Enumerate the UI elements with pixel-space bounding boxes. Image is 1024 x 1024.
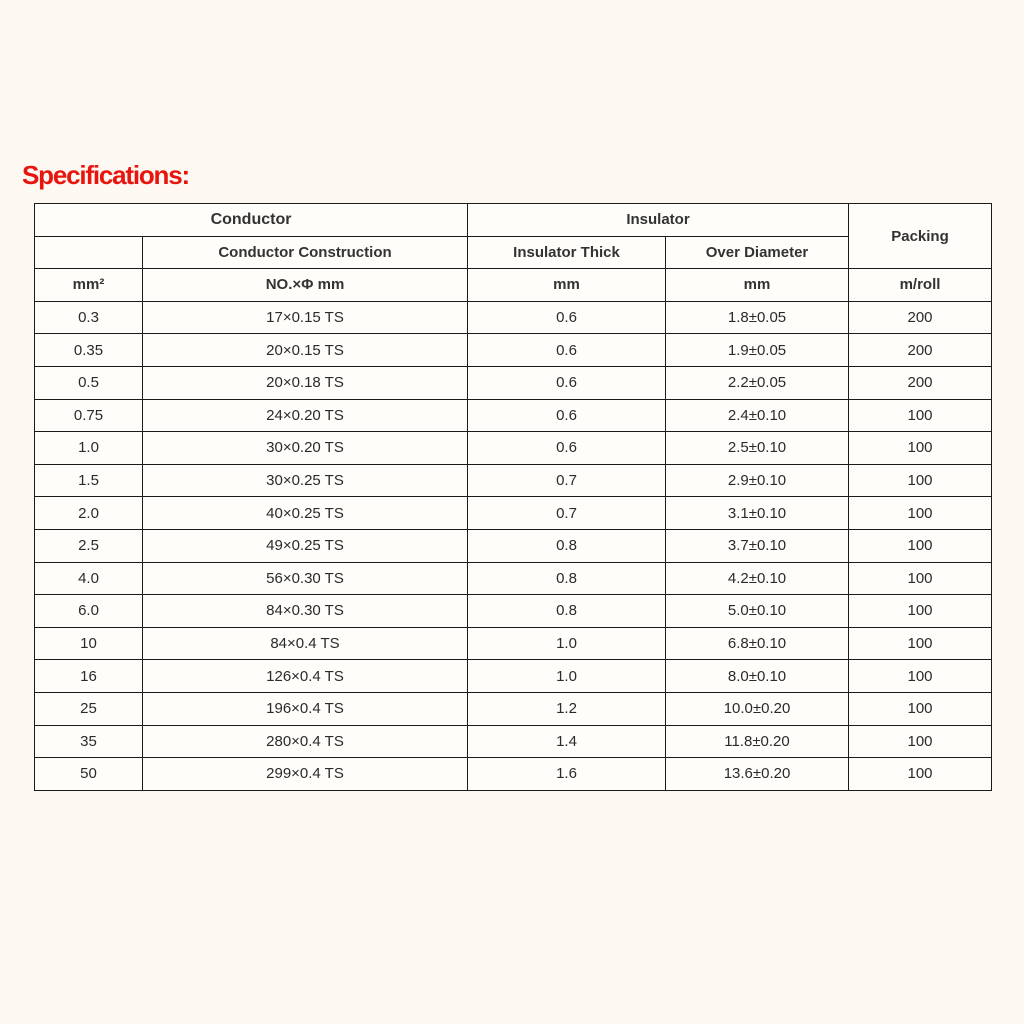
cell-size: 50 — [35, 758, 143, 791]
cell-thick: 1.0 — [468, 627, 666, 660]
cell-size: 6.0 — [35, 595, 143, 628]
cell-size: 2.5 — [35, 529, 143, 562]
cell-thick: 0.6 — [468, 399, 666, 432]
cell-thick: 0.6 — [468, 432, 666, 465]
cell-diameter: 3.7±0.10 — [666, 529, 849, 562]
table-row — [35, 464, 992, 497]
cell-diameter: 2.4±0.10 — [666, 399, 849, 432]
cell-diameter: 6.8±0.10 — [666, 627, 849, 660]
table-row — [35, 529, 992, 562]
cell-construction: 84×0.4 TS — [143, 627, 468, 660]
unit-size: mm² — [35, 269, 143, 302]
cell-construction: 126×0.4 TS — [143, 660, 468, 693]
cell-size: 0.35 — [35, 334, 143, 367]
cell-construction: 299×0.4 TS — [143, 758, 468, 791]
cell-construction: 30×0.20 TS — [143, 432, 468, 465]
cell-diameter: 1.9±0.05 — [666, 334, 849, 367]
cell-thick: 0.7 — [468, 464, 666, 497]
cell-construction: 30×0.25 TS — [143, 464, 468, 497]
cell-thick: 0.8 — [468, 595, 666, 628]
table-row — [35, 432, 992, 465]
cell-thick: 0.7 — [468, 497, 666, 530]
cell-packing: 100 — [849, 529, 992, 562]
cell-size: 4.0 — [35, 562, 143, 595]
cell-packing: 100 — [849, 399, 992, 432]
over-diameter-header: Over Diameter — [666, 236, 849, 269]
cell-diameter: 11.8±0.20 — [666, 725, 849, 758]
cell-construction: 49×0.25 TS — [143, 529, 468, 562]
unit-thick: mm — [468, 269, 666, 302]
cell-packing: 100 — [849, 595, 992, 628]
table-row — [35, 562, 992, 595]
cell-thick: 1.2 — [468, 692, 666, 725]
cell-size: 10 — [35, 627, 143, 660]
cell-size: 0.5 — [35, 366, 143, 399]
cell-packing: 100 — [849, 758, 992, 791]
blank-header-cell — [35, 236, 143, 269]
sub-header-row — [35, 236, 992, 269]
cell-size: 1.5 — [35, 464, 143, 497]
cell-diameter: 2.9±0.10 — [666, 464, 849, 497]
cell-thick: 1.4 — [468, 725, 666, 758]
cell-size: 16 — [35, 660, 143, 693]
cell-thick: 1.6 — [468, 758, 666, 791]
packing-header: Packing — [849, 204, 992, 269]
cell-thick: 0.6 — [468, 301, 666, 334]
cell-size: 2.0 — [35, 497, 143, 530]
table-row — [35, 725, 992, 758]
cell-packing: 100 — [849, 464, 992, 497]
specifications-table — [34, 203, 992, 791]
cell-diameter: 1.8±0.05 — [666, 301, 849, 334]
cell-construction: 20×0.18 TS — [143, 366, 468, 399]
cell-size: 25 — [35, 692, 143, 725]
cell-diameter: 2.5±0.10 — [666, 432, 849, 465]
cell-thick: 0.6 — [468, 334, 666, 367]
cell-packing: 100 — [849, 432, 992, 465]
cell-size: 35 — [35, 725, 143, 758]
cell-size: 1.0 — [35, 432, 143, 465]
cell-packing: 200 — [849, 301, 992, 334]
cell-size: 0.3 — [35, 301, 143, 334]
cell-thick: 0.8 — [468, 529, 666, 562]
cell-thick: 1.0 — [468, 660, 666, 693]
table-row — [35, 399, 992, 432]
unit-construction: NO.×Φ mm — [143, 269, 468, 302]
cell-thick: 0.6 — [468, 366, 666, 399]
cell-construction: 40×0.25 TS — [143, 497, 468, 530]
cell-packing: 200 — [849, 334, 992, 367]
cell-diameter: 8.0±0.10 — [666, 660, 849, 693]
cell-construction: 20×0.15 TS — [143, 334, 468, 367]
table-body — [35, 301, 992, 790]
cell-packing: 100 — [849, 725, 992, 758]
table-row — [35, 366, 992, 399]
cell-diameter: 10.0±0.20 — [666, 692, 849, 725]
unit-diameter: mm — [666, 269, 849, 302]
cell-construction: 56×0.30 TS — [143, 562, 468, 595]
cell-packing: 100 — [849, 627, 992, 660]
cell-diameter: 3.1±0.10 — [666, 497, 849, 530]
cell-packing: 100 — [849, 562, 992, 595]
table-row — [35, 692, 992, 725]
units-row — [35, 269, 992, 302]
cell-packing: 100 — [849, 497, 992, 530]
table-row — [35, 301, 992, 334]
page-title: Specifications: — [22, 160, 189, 190]
cell-thick: 0.8 — [468, 562, 666, 595]
table-row — [35, 595, 992, 628]
table-row — [35, 758, 992, 791]
cell-construction: 196×0.4 TS — [143, 692, 468, 725]
cell-size: 0.75 — [35, 399, 143, 432]
conductor-construction-header: Conductor Construction — [143, 236, 468, 269]
group-header-row — [35, 204, 992, 237]
cell-diameter: 13.6±0.20 — [666, 758, 849, 791]
table-row — [35, 660, 992, 693]
cell-construction: 84×0.30 TS — [143, 595, 468, 628]
cell-packing: 100 — [849, 660, 992, 693]
insulator-thick-header: Insulator Thick — [468, 236, 666, 269]
cell-diameter: 2.2±0.05 — [666, 366, 849, 399]
cell-packing: 200 — [849, 366, 992, 399]
table-row — [35, 627, 992, 660]
cell-packing: 100 — [849, 692, 992, 725]
table-row — [35, 497, 992, 530]
cell-construction: 17×0.15 TS — [143, 301, 468, 334]
cell-construction: 24×0.20 TS — [143, 399, 468, 432]
insulator-header: Insulator — [468, 204, 849, 237]
conductor-header: Conductor — [35, 204, 468, 237]
cell-diameter: 5.0±0.10 — [666, 595, 849, 628]
unit-packing: m/roll — [849, 269, 992, 302]
cell-diameter: 4.2±0.10 — [666, 562, 849, 595]
table-row — [35, 334, 992, 367]
cell-construction: 280×0.4 TS — [143, 725, 468, 758]
